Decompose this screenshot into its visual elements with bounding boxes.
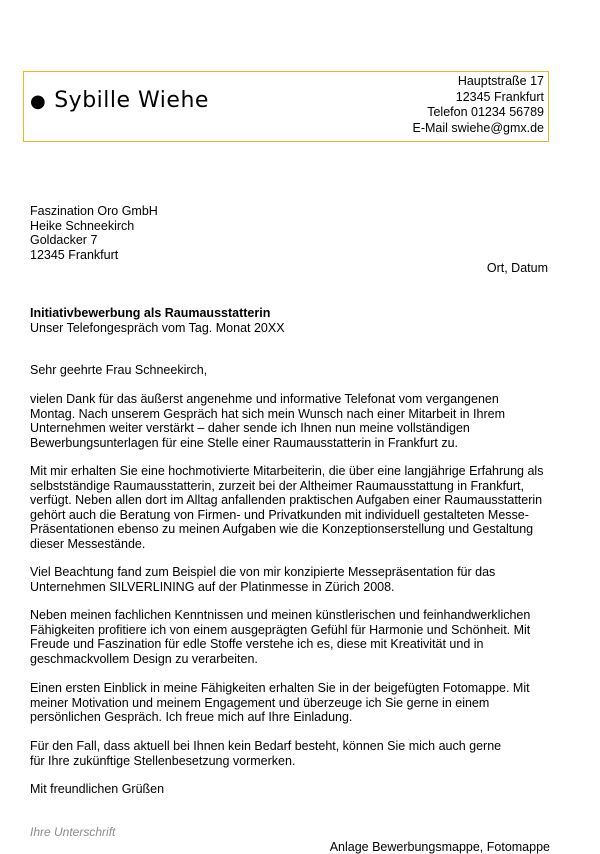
paragraph-line: Für den Fall, dass aktuell bei Ihnen kein Bedarf besteht, können Sie mich auch gerne xyxy=(30,739,502,753)
place-date: Ort, Datum xyxy=(486,261,548,275)
paragraph-5 xyxy=(30,681,550,725)
paragraph-line: Viel Beachtung fand zum Beispiel die von mir konzipierte Messepräsentation für das xyxy=(30,565,496,579)
paragraph-line: Präsentationen ebenso zu meinen Aufgaben wie die Konzeptionserstellung und Gestaltung xyxy=(30,522,534,537)
subject-title: Initiativbewerbung als Raumausstatterin xyxy=(30,306,271,320)
bullet-icon: ● xyxy=(30,91,47,112)
paragraph-line: selbstständige Raumausstatterin, zurzeit bei der Altheimer Raumausstattung in Frankfurt, xyxy=(30,478,524,493)
sender-name xyxy=(30,88,209,113)
paragraph-4 xyxy=(30,608,550,666)
enclosure: Anlage Bewerbungsmappe, Fotomappe xyxy=(329,840,550,854)
paragraph-line: Mit mir erhalten Sie eine hochmotivierte Mitarbeiterin, die über eine langjährige Erfahrung als xyxy=(30,464,544,478)
sender-name-text: Sybille Wiehe xyxy=(54,88,209,113)
sender-contact xyxy=(413,74,544,136)
paragraph-line: gehört auch die Beratung von Firmen- und Privatkunden mit individuell gestalteten Messe- xyxy=(30,507,529,522)
closing: Mit freundlichen Grüßen xyxy=(30,782,165,796)
paragraph-line: Unternehmen weiter verstärkt – daher sende ich Ihnen nun meine vollständigen xyxy=(30,421,470,436)
paragraph-1 xyxy=(30,392,550,450)
recipient-address xyxy=(30,204,158,262)
paragraph-line: persönlichen Gespräch. Ich freue mich auf Ihre Einladung. xyxy=(30,710,353,725)
paragraph-line: dieser Messestände. xyxy=(30,536,146,551)
recipient-city: 12345 Frankfurt xyxy=(30,247,119,262)
paragraph-line: Unternehmen SILVERLINING auf der Platinmesse in Zürich 2008. xyxy=(30,579,395,594)
paragraph-line: für Ihre zukünftige Stellenbesetzung vormerken. xyxy=(30,753,296,768)
subject-reference: Unser Telefongespräch vom Tag. Monat 20XX xyxy=(30,320,285,335)
sender-street: Hauptstraße 17 xyxy=(457,74,544,88)
recipient-company: Faszination Oro GmbH xyxy=(30,204,158,218)
paragraph-line: Freude und Faszination für edle Stoffe verstehe ich es, diese mit Kreativität und in xyxy=(30,637,484,652)
paragraph-line: Einen ersten Einblick in meine Fähigkeiten erhalten Sie in der beigefügten Fotomappe. Mit xyxy=(30,681,530,695)
paragraph-line: Fähigkeiten profitiere ich von einem ausgeprägten Gefühl für Harmonie und Schönheit. Mit xyxy=(30,622,531,637)
sender-city: 12345 Frankfurt xyxy=(455,89,544,104)
sender-email: E-Mail swiehe@gmx.de xyxy=(412,120,544,135)
paragraph-3 xyxy=(30,565,550,594)
paragraph-line: geschmackvollem Design zu verarbeiten. xyxy=(30,651,258,666)
paragraph-6 xyxy=(30,739,550,768)
paragraph-line: meiner Motivation und meinem Engagement und überzeuge ich Sie gerne in einem xyxy=(30,695,490,710)
recipient-contact: Heike Schneekirch xyxy=(30,218,135,233)
signature: Ihre Unterschrift xyxy=(30,825,116,839)
recipient-street: Goldacker 7 xyxy=(30,233,98,248)
paragraph-line: Bewerbungsunterlagen für eine Stelle einer Raumausstatterin in Frankfurt zu. xyxy=(30,435,459,450)
paragraph-line: Neben meinen fachlichen Kenntnissen und meinen künstlerischen und feinhandwerklichen xyxy=(30,608,531,622)
subject-block xyxy=(30,306,285,335)
paragraph-line: verfügt. Neben allen dort im Alltag anfallenden praktischen Aufgaben einer Raumausstatterin xyxy=(30,493,543,508)
salutation: Sehr geehrte Frau Schneekirch, xyxy=(30,363,208,377)
sender-phone: Telefon 01234 56789 xyxy=(427,105,544,119)
paragraph-line: Montag. Nach unserem Gespräch hat sich mein Wunsch nach einer Mitarbeit in Ihrem xyxy=(30,406,505,421)
paragraph-line: vielen Dank für das äußerst angenehme und informative Telefonat vom vergangenen xyxy=(30,392,499,406)
paragraph-2 xyxy=(30,464,550,552)
